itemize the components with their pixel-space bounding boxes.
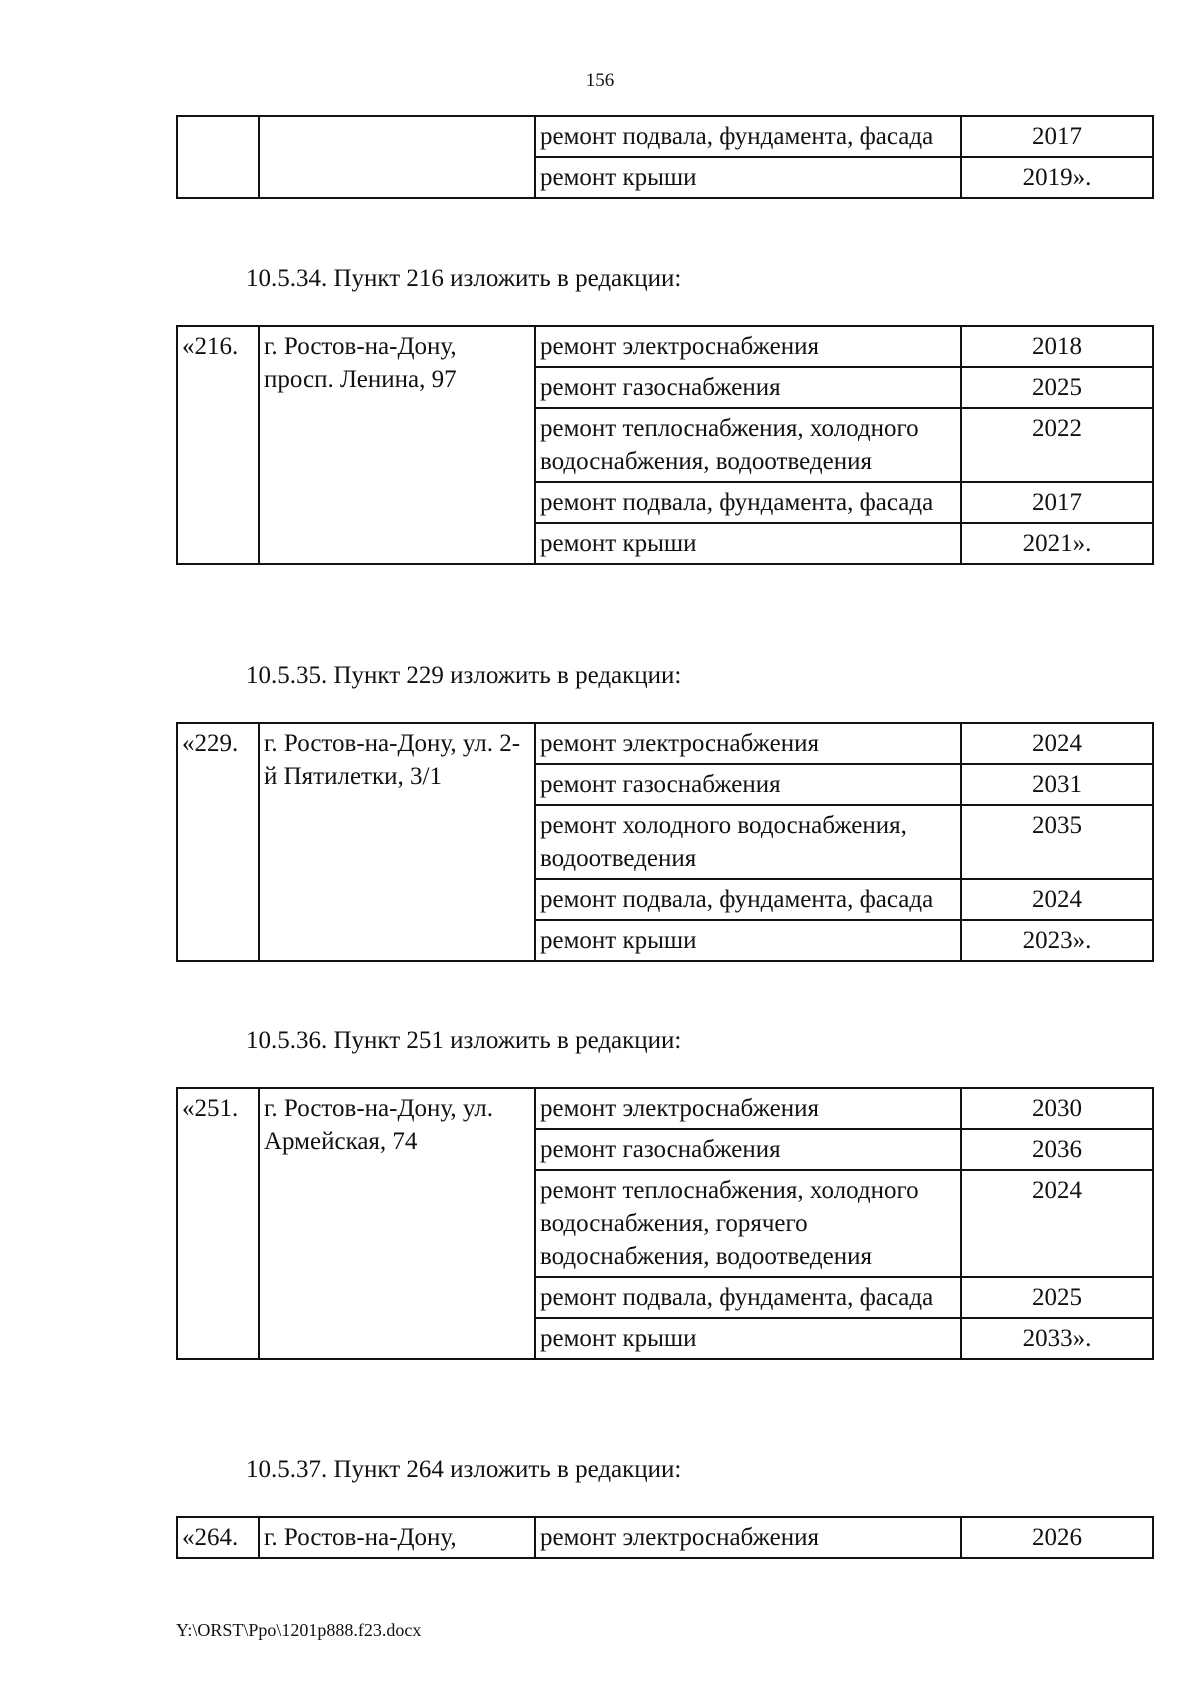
schedule-table-251 — [176, 1087, 1154, 1360]
year-cell: 2026 — [961, 1517, 1153, 1558]
work-cell: ремонт крыши — [535, 157, 961, 198]
year-cell: 2025 — [961, 367, 1153, 408]
year-cell: 2024 — [961, 723, 1153, 764]
schedule-table-216 — [176, 325, 1154, 565]
year-cell: 2036 — [961, 1129, 1153, 1170]
year-cell: 2025 — [961, 1277, 1153, 1318]
work-cell: ремонт крыши — [535, 920, 961, 961]
table-row — [177, 723, 1153, 764]
section-heading: 10.5.36. Пункт 251 изложить в редакции: — [246, 1027, 682, 1054]
year-cell: 2018 — [961, 326, 1153, 367]
address-cell: г. Ростов-на-Дону, ул. 2-й Пятилетки, 3/1 — [259, 723, 535, 961]
table-row — [177, 326, 1153, 367]
table-row — [177, 1088, 1153, 1129]
work-cell: ремонт газоснабжения — [535, 1129, 961, 1170]
work-cell: ремонт крыши — [535, 1318, 961, 1359]
work-cell: ремонт электроснабжения — [535, 1088, 961, 1129]
year-cell: 2017 — [961, 116, 1153, 157]
year-cell: 2022 — [961, 408, 1153, 482]
work-cell: ремонт газоснабжения — [535, 367, 961, 408]
work-cell: ремонт электроснабжения — [535, 1517, 961, 1558]
year-cell: 2031 — [961, 764, 1153, 805]
year-cell: 2024 — [961, 1170, 1153, 1277]
year-cell: 2017 — [961, 482, 1153, 523]
schedule-table-264 — [176, 1516, 1154, 1559]
item-number-cell: «251. — [177, 1088, 259, 1359]
work-cell: ремонт подвала, фундамента, фасада — [535, 879, 961, 920]
work-cell: ремонт крыши — [535, 523, 961, 564]
work-cell: ремонт электроснабжения — [535, 326, 961, 367]
table-row — [177, 1517, 1153, 1558]
address-cell — [259, 116, 535, 198]
year-cell: 2035 — [961, 805, 1153, 879]
year-cell: 2019». — [961, 157, 1153, 198]
year-cell: 2030 — [961, 1088, 1153, 1129]
section-heading: 10.5.37. Пункт 264 изложить в редакции: — [246, 1456, 682, 1483]
work-cell: ремонт подвала, фундамента, фасада — [535, 116, 961, 157]
item-number-cell: «229. — [177, 723, 259, 961]
work-cell: ремонт подвала, фундамента, фасада — [535, 482, 961, 523]
address-cell: г. Ростов-на-Дону, — [259, 1517, 535, 1558]
item-number-cell: «216. — [177, 326, 259, 564]
work-cell: ремонт теплоснабжения, холодного водоснабжения, водоотведения — [535, 408, 961, 482]
address-cell: г. Ростов-на-Дону, просп. Ленина, 97 — [259, 326, 535, 564]
section-heading: 10.5.35. Пункт 229 изложить в редакции: — [246, 662, 682, 689]
table-row — [177, 116, 1153, 157]
schedule-table-continued — [176, 115, 1154, 199]
work-cell: ремонт холодного водоснабжения, водоотведения — [535, 805, 961, 879]
address-cell: г. Ростов-на-Дону, ул. Армейская, 74 — [259, 1088, 535, 1359]
schedule-table-229 — [176, 722, 1154, 962]
item-number-cell: «264. — [177, 1517, 259, 1558]
item-number-cell — [177, 116, 259, 198]
work-cell: ремонт электроснабжения — [535, 723, 961, 764]
section-heading: 10.5.34. Пункт 216 изложить в редакции: — [246, 265, 682, 292]
year-cell: 2024 — [961, 879, 1153, 920]
year-cell: 2033». — [961, 1318, 1153, 1359]
work-cell: ремонт подвала, фундамента, фасада — [535, 1277, 961, 1318]
file-path-footer: Y:\ORST\Ppo\1201p888.f23.docx — [176, 1620, 422, 1640]
year-cell: 2021». — [961, 523, 1153, 564]
page-number: 156 — [585, 70, 615, 91]
work-cell: ремонт теплоснабжения, холодного водоснабжения, горячего водоснабжения, водоотведения — [535, 1170, 961, 1277]
year-cell: 2023». — [961, 920, 1153, 961]
work-cell: ремонт газоснабжения — [535, 764, 961, 805]
